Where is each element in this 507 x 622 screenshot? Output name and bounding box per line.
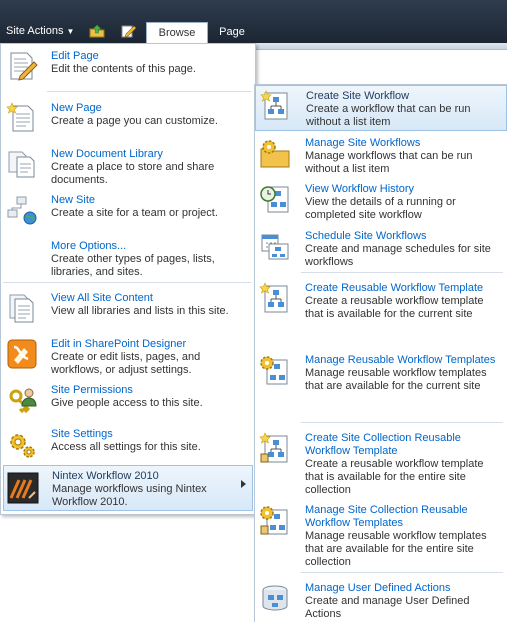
submenu-arrow-icon [241,480,246,488]
reusable-template-icon [259,282,291,314]
ribbon-bar [0,0,507,43]
submenu-item-desc: Create a reusable workflow template that is available for the current site [305,295,484,320]
site-actions-menu [0,43,256,515]
tab-page[interactable]: Page [219,26,245,38]
workflow-icon [260,90,292,122]
menu-item-title: Edit in SharePoint Designer [51,338,187,350]
submenu-item-title: Manage User Defined Actions [305,582,451,594]
site-actions-button[interactable] [6,25,74,37]
submenu-item-create-site-workflow[interactable] [255,85,507,131]
edit-icon[interactable] [121,24,137,38]
submenu-item-create-reusable-workflow-template[interactable] [255,278,507,348]
submenu-item-title: Manage Site Collection Reusable Workflow Templates [305,504,468,529]
submenu-item-desc: Create a workflow that can be run without a list item [306,103,471,128]
submenu-separator [301,572,503,573]
gear-icon [6,428,38,460]
sharepoint-designer-icon [6,338,38,370]
menu-item-desc: Create a site for a team or project. [51,207,218,219]
submenu-item-desc: Create and manage schedules for site workflows [305,243,491,268]
nintex-workflow-submenu [254,84,507,622]
menu-item-desc: View all libraries and lists in this site. [51,305,229,317]
menu-item-desc: Create other types of pages, lists, libraries, and sites. [51,253,215,278]
submenu-item-title: Create Site Workflow [306,90,410,102]
submenu-item-manage-site-collection-reusable-workflow-templates[interactable] [255,500,507,570]
submenu-item-create-site-collection-reusable-workflow-template[interactable] [255,428,507,498]
menu-item-title: Edit Page [51,50,99,62]
new-site-icon [6,194,38,226]
menu-separator [47,91,251,92]
submenu-item-title: Manage Site Workflows [305,137,421,149]
submenu-item-desc: Create a reusable workflow template that is available for the entire site collection [305,458,484,496]
menu-item-more-options[interactable] [1,236,255,280]
menu-item-title: New Page [51,102,102,114]
menu-item-title: View All Site Content [51,292,153,304]
submenu-item-title: Create Reusable Workflow Template [305,282,484,294]
submenu-item-desc: Manage workflows that can be run without a list item [305,150,473,175]
menu-item-title: Site Permissions [51,384,133,396]
menu-item-desc: Create or edit lists, pages, and workflows, or adjust settings. [51,351,201,376]
menu-item-edit-page[interactable] [1,46,255,88]
manage-workflows-icon [259,137,291,169]
menu-item-nintex-workflow-2010[interactable] [3,465,253,511]
new-page-icon [6,102,38,134]
menu-item-desc: Create a place to store and share documents. [51,161,215,186]
submenu-item-desc: View the details of a running or completed site workflow [305,196,456,221]
dropdown-arrow-icon: ▼ [66,27,75,36]
manage-site-collection-templates-icon [259,504,291,536]
menu-item-title: More Options... [51,240,127,252]
permissions-icon [6,384,38,416]
submenu-separator [301,272,503,273]
menu-item-title: Nintex Workflow 2010 [52,470,159,482]
site-collection-template-icon [259,432,291,464]
menu-item-edit-in-sharepoint-designer[interactable] [1,334,255,378]
submenu-item-desc: Create and manage User Defined Actions [305,595,470,620]
menu-item-new-site[interactable] [1,190,255,234]
edit-page-icon [6,50,38,82]
submenu-separator [301,422,503,423]
menu-item-view-all-site-content[interactable] [1,288,255,332]
submenu-item-manage-reusable-workflow-templates[interactable] [255,350,507,420]
nintex-icon [7,472,39,504]
site-content-icon [6,292,38,324]
menu-separator [3,282,251,283]
menu-item-desc: Access all settings for this site. [51,441,201,453]
submenu-item-schedule-site-workflows[interactable] [255,226,507,270]
submenu-item-title: Manage Reusable Workflow Templates [305,354,496,366]
menu-item-new-page[interactable] [1,98,255,142]
menu-item-site-permissions[interactable] [1,380,255,420]
submenu-item-view-workflow-history[interactable] [255,179,507,225]
workflow-history-icon [259,183,291,215]
submenu-item-desc: Manage reusable workflow templates that are available for the entire site collection [305,530,487,568]
menu-item-title: Site Settings [51,428,113,440]
submenu-item-title: Create Site Collection Reusable Workflow Template [305,432,461,457]
user-defined-actions-icon [259,582,291,614]
navigate-up-icon[interactable] [89,24,105,38]
submenu-item-title: Schedule Site Workflows [305,230,427,242]
submenu-item-manage-site-workflows[interactable] [255,133,507,177]
document-library-icon [6,148,38,180]
site-actions-label: Site Actions [6,25,64,37]
submenu-item-desc: Manage reusable workflow templates that are available for the current site [305,367,487,392]
menu-item-title: New Site [51,194,96,206]
submenu-item-manage-user-defined-actions[interactable] [255,578,507,622]
menu-item-desc: Manage workflows using Nintex Workflow 2010. [52,483,207,508]
menu-item-new-document-library[interactable] [1,144,255,188]
menu-item-desc: Edit the contents of this page. [51,63,196,75]
menu-item-site-settings[interactable] [1,424,255,464]
menu-item-desc: Create a page you can customize. [51,115,218,127]
manage-templates-icon [259,354,291,386]
menu-item-desc: Give people access to this site. [51,397,203,409]
tab-browse[interactable]: Browse [146,22,208,44]
schedule-icon [259,230,291,262]
menu-item-title: New Document Library [51,148,163,160]
submenu-item-title: View Workflow History [305,183,415,195]
